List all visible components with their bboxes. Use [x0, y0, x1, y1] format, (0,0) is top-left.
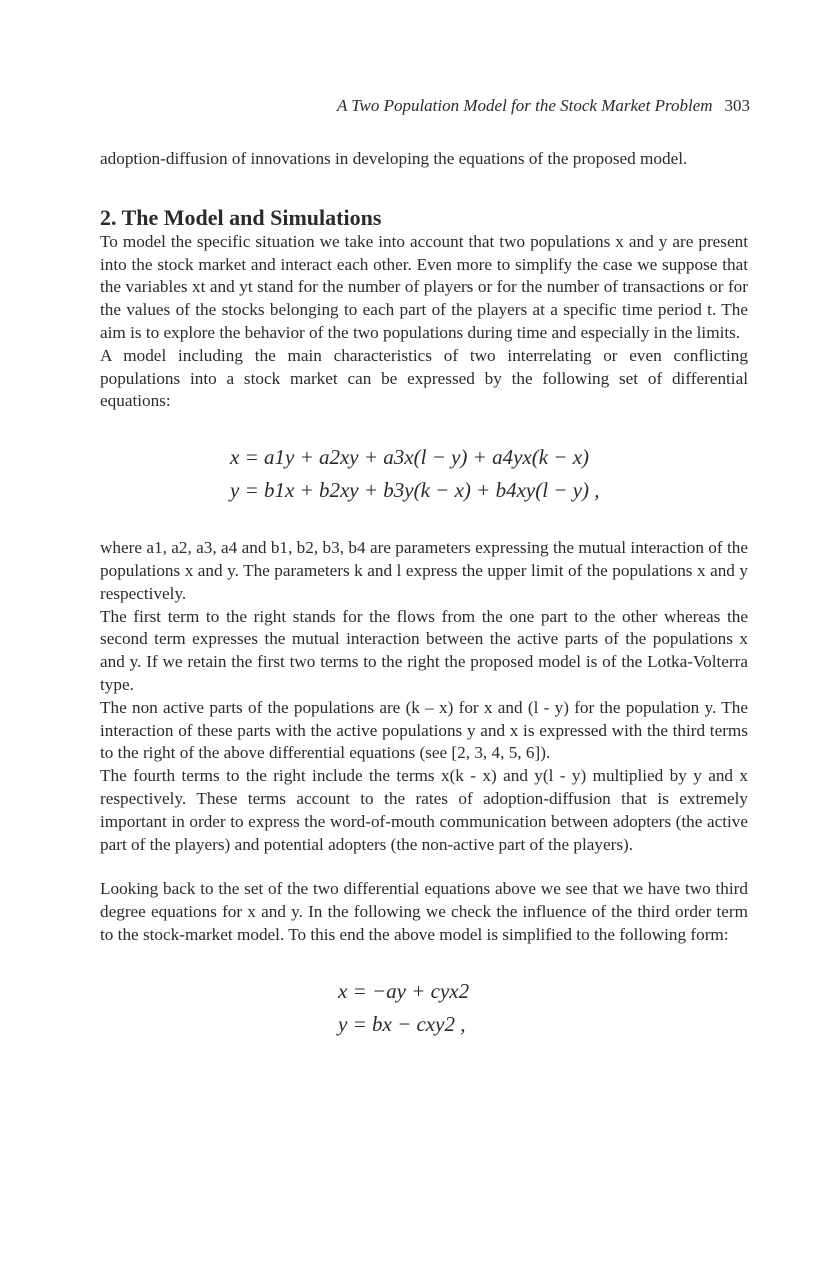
- page-number: 303: [724, 96, 750, 115]
- paragraph-simplification: Looking back to the set of the two differential equations above we see that we have two third degree equations for x and y. In the following we check the influence of the third order term to the stock-market model. To this end the above model is simplified to the following form:: [100, 879, 748, 944]
- equation-x-dot-simplified: x = −ay + cyx2: [338, 978, 470, 1003]
- paragraph-fourth-terms: The fourth terms to the right include the terms x(k - x) and y(l - y) multiplied by y and x respectively. These terms account to the rates of adoption-diffusion that is extremely important in order to express the word-of-mouth communication between adopters (the active part of the players) and potential adopters (the non-active part of the players).: [100, 766, 748, 854]
- running-head-title: A Two Population Model for the Stock Market Problem: [336, 96, 713, 115]
- paragraph-model-setup: To model the specific situation we take into account that two populations x and y are present into the stock market and interact each other. Even more to simplify the case we suppose that the variables xt and yt stand for the number of players or for the number of transactions or for the values of the stocks belonging to each part of the players at a specific time period t. The aim is to explore the behavior of the two populations during time and especially in the limits.: [100, 231, 748, 342]
- paragraph-intro-continued: adoption-diffusion of innovations in developing the equations of the proposed model.: [100, 149, 688, 168]
- paragraph-gap: [100, 856, 748, 878]
- equation-y-dot-full: y = b1x + b2xy + b3y(k − x) + b4xy(l − y) ,: [230, 478, 600, 503]
- equation-y-dot-simplified: y = bx − cxy2 ,: [338, 1011, 466, 1036]
- equation-system-simplified: [100, 975, 748, 1041]
- body-text: [100, 148, 748, 1071]
- paragraph-model-intro: A model including the main characteristics of two interrelating or even conflicting populations into a stock market can be expressed by the following set of differential equations:: [100, 345, 748, 411]
- equation-x-dot-full: x = a1y + a2xy + a3x(l − y) + a4yx(k − x): [230, 445, 590, 470]
- paragraph-non-active-parts: The non active parts of the populations are (k – x) for x and (l - y) for the population y. The interaction of these parts with the active populations y and x is expressed with the third terms to the right of the above differential equations (see [2, 3, 4, 5, 6]).: [100, 697, 748, 763]
- paragraph-parameters: where a1, a2, a3, a4 and b1, b2, b3, b4 are parameters expressing the mutual interaction of the populations x and y. The parameters k and l express the upper limit of the populations x and y respectively.: [100, 538, 748, 603]
- paragraph-first-terms: The first term to the right stands for the flows from the one part to the other whereas the second term expresses the mutual interaction between the active parts of the populations x and y. If we retain the first two terms to the right the proposed model is of the Lotka-Volterra type.: [100, 606, 748, 694]
- section-heading: 2. The Model and Simulations: [100, 204, 382, 230]
- equation-system-full: [100, 441, 748, 507]
- running-head: [337, 96, 750, 116]
